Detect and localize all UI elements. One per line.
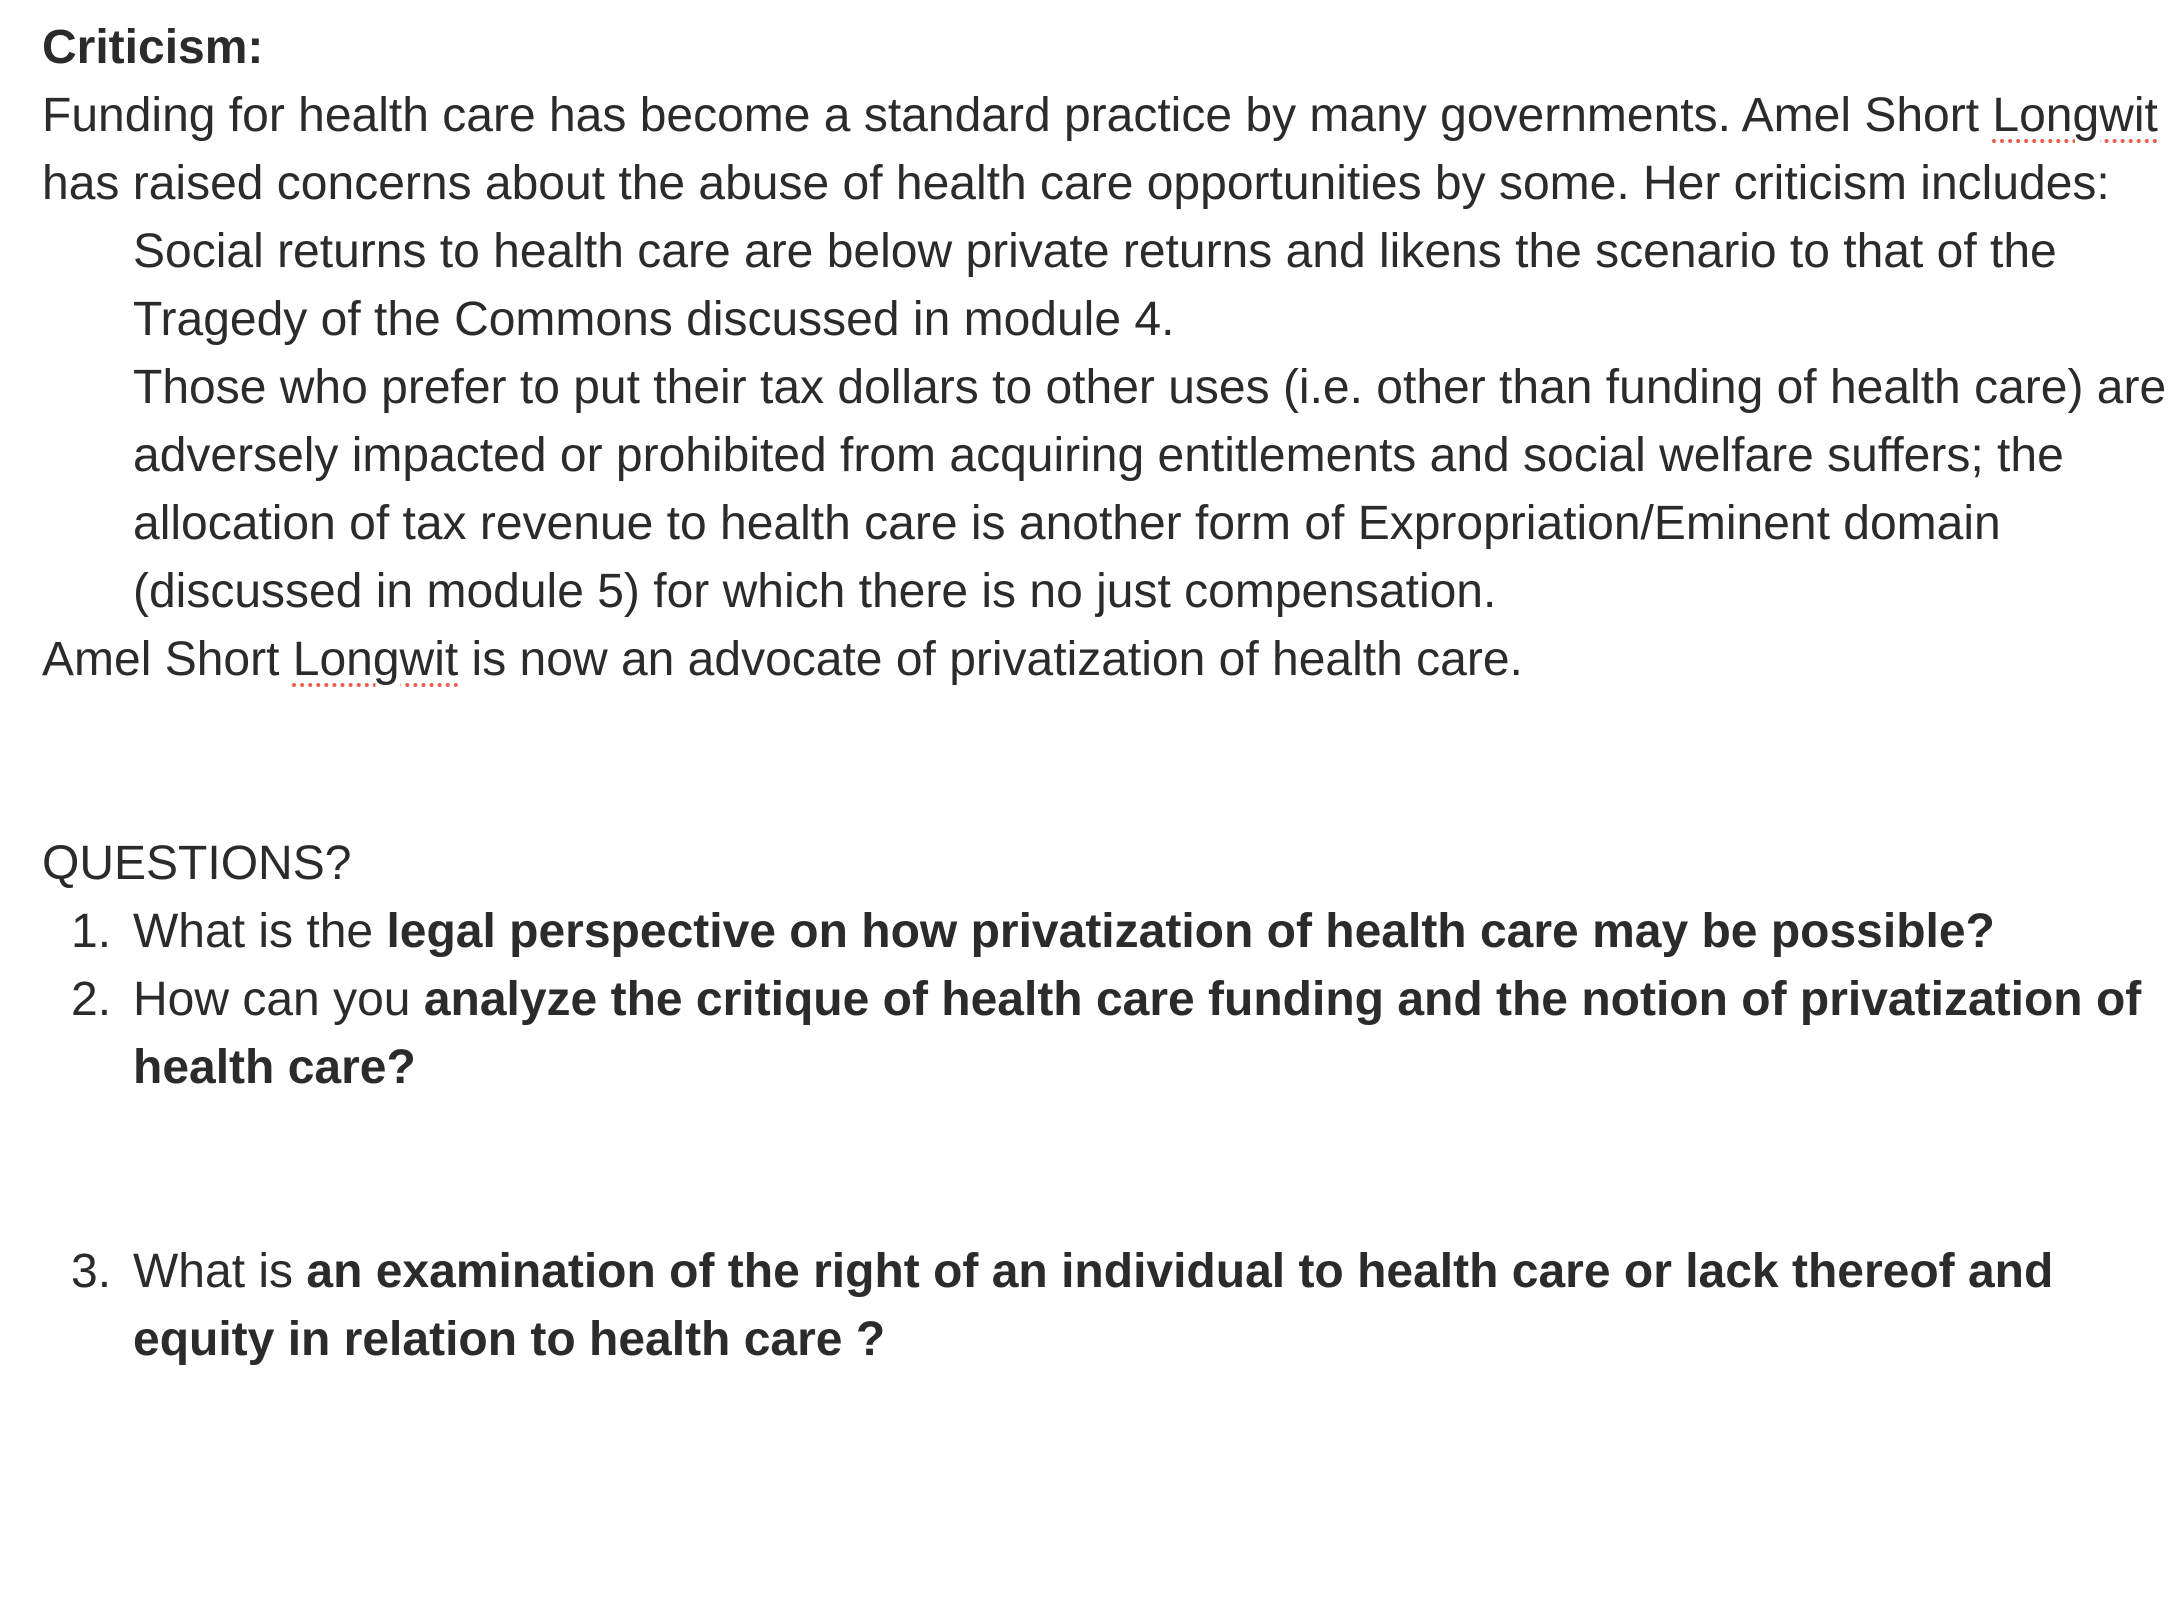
- questions-title: QUESTIONS?: [42, 837, 352, 890]
- criticism-intro-paragraph: [42, 82, 2172, 218]
- criticism-closing-paragraph: [42, 626, 2172, 694]
- closing-text-end: is now an advocate of privatization of health care.: [458, 633, 1523, 686]
- question-text-plain: What is: [133, 1245, 307, 1298]
- question-number: 2.: [71, 973, 112, 1026]
- questions-list: [42, 898, 2172, 1102]
- question-text-bold: analyze the critique of health care funding and the notion of privatization of health care?: [133, 973, 2142, 1094]
- closing-text-start: Amel Short: [42, 633, 293, 686]
- document-body: [42, 14, 2172, 1374]
- question-text-bold: an examination of the right of an individual to health care or lack thereof and equity in relation to health care ?: [133, 1245, 2054, 1366]
- question-item-3: [42, 1238, 2172, 1374]
- blank-space: [42, 1102, 2172, 1238]
- intro-text-start: Funding for health care has become a standard practice by many governments. Amel Short: [42, 89, 1993, 142]
- question-number: 1.: [71, 905, 112, 958]
- intro-text-end: has raised concerns about the abuse of health care opportunities by some. Her criticism includes:: [42, 157, 2110, 210]
- question-number: 3.: [71, 1245, 112, 1298]
- question-item-2: [42, 966, 2172, 1102]
- misspelled-word-longwit-2[interactable]: Longwit: [292, 633, 459, 686]
- questions-list-continued: [42, 1238, 2172, 1374]
- question-text-bold: legal perspective on how privatization of health care may be possible?: [386, 905, 1995, 958]
- misspelled-word-longwit[interactable]: Longwit: [1992, 89, 2158, 142]
- question-text-plain: What is the: [133, 905, 387, 958]
- criticism-point-2: Those who prefer to put their tax dollars to other uses (i.e. other than funding of health care) are adversely impacted or prohibited from acquiring entitlements and social welfare suffers; the allocation of tax revenue to health care is another form of Expropriation/Eminent domain (discussed in module 5) for which there is no just compensation.: [133, 361, 2167, 618]
- criticism-point-1: Social returns to health care are below private returns and likens the scenario to that of the Tragedy of the Commons discussed in module 4.: [133, 225, 2057, 346]
- question-text-plain: How can you: [133, 973, 424, 1026]
- blank-space: [42, 694, 2172, 830]
- criticism-heading: Criticism:: [42, 21, 264, 74]
- question-item-1: [42, 898, 2172, 966]
